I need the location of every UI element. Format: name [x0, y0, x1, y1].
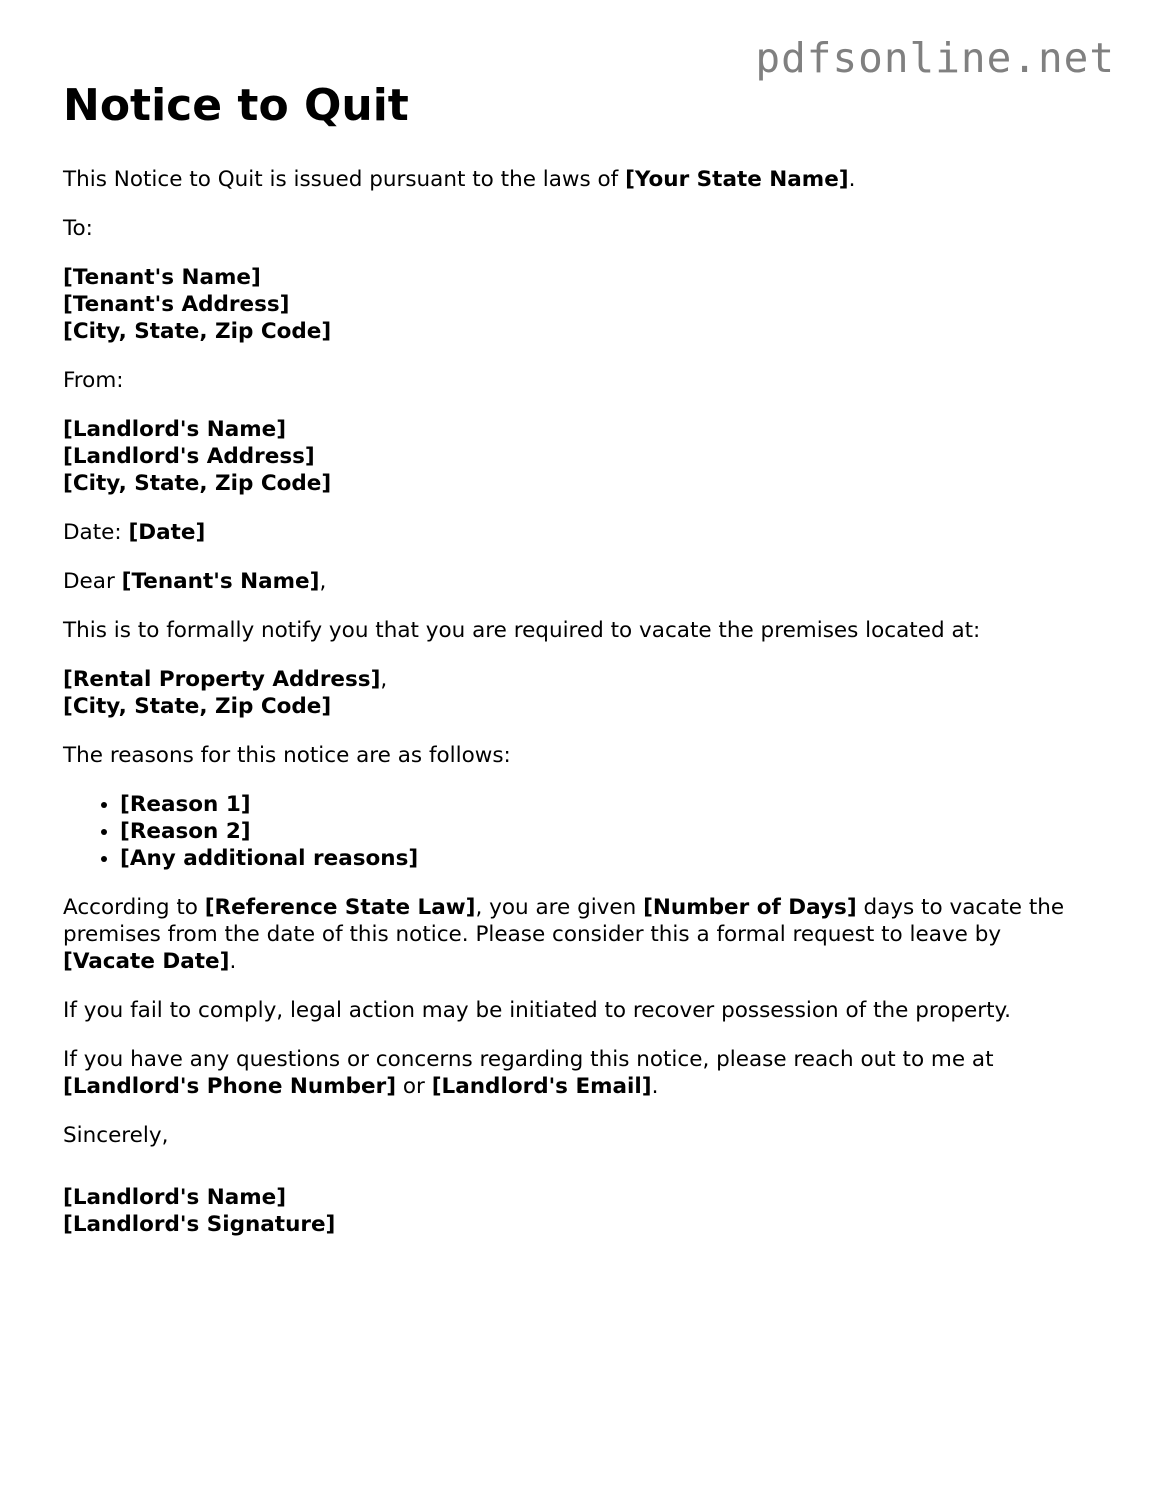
legal-warning: If you fail to comply, legal action may be initiated to recover possession of the property. [63, 998, 1011, 1023]
law-placeholder: [Reference State Law] [204, 895, 476, 920]
signature-block [63, 1184, 1083, 1238]
list-item: • [Reason 1] [120, 791, 1083, 818]
from-label: From: [63, 368, 124, 393]
closing: Sincerely, [63, 1123, 169, 1148]
date-placeholder: [Date] [128, 520, 206, 545]
tenant-address: [Tenant's Address] [63, 292, 290, 317]
property-address: [Rental Property Address] [63, 667, 381, 692]
reasons-intro: The reasons for this notice are as follows: [63, 743, 511, 768]
landlord-name: [Landlord's Name] [63, 417, 287, 442]
landlord-address: [Landlord's Address] [63, 444, 315, 469]
to-label: To: [63, 216, 93, 241]
list-item: • [Any additional reasons] [120, 845, 1083, 872]
salutation: Dear [Tenant's Name], [63, 569, 327, 594]
signature-name: [Landlord's Name] [63, 1185, 287, 1210]
vacate-intro: This is to formally notify you that you are required to vacate the premises located at: [63, 618, 981, 643]
days-placeholder: [Number of Days] [643, 895, 857, 920]
document-body [63, 166, 1083, 1260]
signature-line: [Landlord's Signature] [63, 1212, 336, 1237]
tenant-city: [City, State, Zip Code] [63, 319, 332, 344]
list-item: • [Reason 2] [120, 818, 1083, 845]
contact-paragraph: If you have any questions or concerns regarding this notice, please reach out to me at [Landlord's Phone Number] or [Landlord's Email]. [63, 1047, 994, 1099]
property-address-block: [Rental Property Address], [City, State, Zip Code] [63, 667, 388, 719]
date-line: Date: [Date] [63, 520, 206, 545]
watermark: pdfsonline.net [755, 34, 1115, 82]
law-paragraph: According to [Reference State Law], you are given [Number of Days] days to vacate the premises from the date of this notice. Please consider this a formal request to leave by [Vacate Date]. [63, 895, 1065, 974]
vacate-date-placeholder: [Vacate Date] [63, 949, 230, 974]
landlord-address-block [63, 416, 1083, 497]
phone-placeholder: [Landlord's Phone Number] [63, 1074, 397, 1099]
intro-paragraph: This Notice to Quit is issued pursuant to the laws of [Your State Name]. [63, 167, 856, 192]
tenant-address-block [63, 264, 1083, 345]
reasons-list [63, 791, 1083, 872]
tenant-name: [Tenant's Name] [63, 265, 261, 290]
state-placeholder: [Your State Name] [625, 167, 849, 192]
salutation-name: [Tenant's Name] [121, 569, 320, 594]
page-title: Notice to Quit [63, 80, 409, 131]
email-placeholder: [Landlord's Email] [431, 1074, 652, 1099]
landlord-city: [City, State, Zip Code] [63, 471, 332, 496]
property-city: [City, State, Zip Code] [63, 694, 332, 719]
